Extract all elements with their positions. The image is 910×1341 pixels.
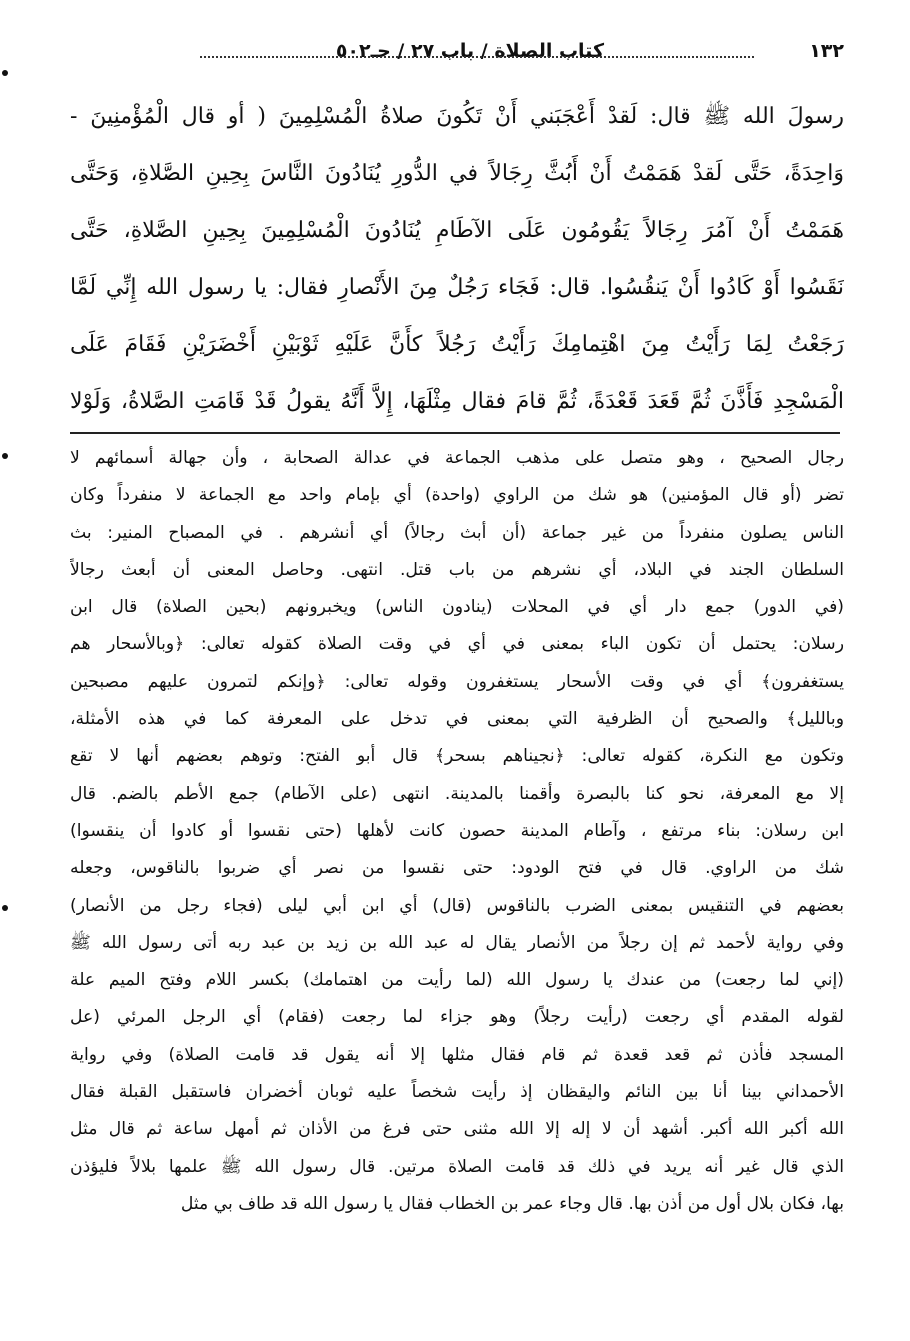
hadith-text bbox=[70, 88, 844, 430]
commentary-line: لقوله المقدم أي رجعت (رأيت رجلاً) وهو جزاء لما رجعت (فقام) أي الرجل المرئي (عل bbox=[70, 1007, 844, 1028]
commentary-line: الناس يصلون منفرداً من غير جماعة (أن أبث رجالاً) أي أنشرهم . في المصباح المنير: بث bbox=[70, 522, 844, 543]
commentary-line: وتكون مع النكرة، كقوله تعالى: ﴿نجيناهم بسحر﴾ قال أبو الفتح: وتوهم بعضهم أنها لا تقع bbox=[70, 746, 844, 767]
commentary-text bbox=[70, 440, 844, 1223]
hadith-line: نَقَسُوا أَوْ كَادُوا أَنْ يَنقُسُوا. قال: فَجَاء رَجُلٌ مِنَ الأَنْصارِ فقال: يا رسول الله إِنِّي لَمَّا bbox=[70, 275, 844, 300]
commentary-line: الذي قال غير أنه يريد في ذلك قد قامت الصلاة مرتين. قال رسول الله ﷺ علمها بلالاً فليؤذن bbox=[70, 1156, 844, 1177]
commentary-line: السلطان الجند في البلاد، أي نشرهم من باب قتل. انتهى. وحاصل المعنى أن أبعث رجالاً bbox=[70, 559, 844, 580]
page-header bbox=[70, 40, 844, 70]
hadith-line: رسولَ الله ﷺ قال: لَقدْ أَعْجَبَني أَنْ تَكُونَ صلاةُ الْمُسْلِمِينَ ( أو قال الْمُؤْمنِينَ - bbox=[70, 104, 844, 129]
commentary-line: المسجد فأذن ثم قعد قعدة ثم قام فقال مثلها إلا أنه يقول قد قامت الصلاة) وفي رواية bbox=[70, 1044, 844, 1065]
hadith-line: هَمَمْتُ أَنْ آمُرَ رِجَالاً يَقُومُون عَلَى الآطَامِ يُنَادُونَ الْمُسْلِمِينَ بِحِينِ الصَّلاةِ، حَتَّى bbox=[70, 218, 844, 243]
commentary-line: شك من الراوي. قال في فتح الودود: حتى نقسوا من نصر أي ضربوا بالناقوس، وجعله bbox=[70, 858, 844, 879]
commentary-line: ابن رسلان: بناء مرتفع ، وآطام المدينة حصون كانت لأهلها (حتى نقسوا أو كادوا أن ينقسوا) bbox=[70, 820, 844, 841]
commentary-line: (إني لما رجعت) من عندك يا رسول الله (لما رأيت من اهتمامك) بكسر اللام وفتح الميم علة bbox=[70, 970, 844, 991]
margin-mark bbox=[2, 70, 8, 76]
section-divider bbox=[70, 432, 840, 434]
commentary-line: بها، فكان بلال أول من أذن بها. قال وجاء عمر بن الخطاب فقال يا رسول الله قد طاف بي مثل bbox=[180, 1193, 844, 1214]
margin-mark bbox=[2, 453, 8, 459]
commentary-line: وفي رواية لأحمد ثم إن رجلاً من الأنصار يقال له عبد الله بن زيد بن عبد ربه أتى رسول الله ﷺ bbox=[70, 932, 844, 953]
commentary-line: رجال الصحيح ، وهو متصل على مذهب الجماعة في عدالة الصحابة ، وأن جهالة أسمائهم لا bbox=[70, 448, 844, 468]
commentary-line: بعضهم في التنقيس بمعنى الضرب بالناقوس (قال) أي ابن أبي ليلى (فجاء رجل من الأنصار) bbox=[70, 895, 844, 916]
commentary-line: تضر (أو قال المؤمنين) هو شك من الراوي (واحدة) أي بإمام واحد مع الجماعة لا منفرداً وكان bbox=[70, 485, 844, 506]
page-number: ١٣٢ bbox=[809, 40, 844, 62]
margin-mark bbox=[2, 905, 8, 911]
hadith-line: الْمَسْجِدِ فَأَذَّنَ ثُمَّ قَعَدَ قَعْدَةً، ثُمَّ قامَ فقال مِثْلَهَا، إِلاَّ أَنَّهُ يقولُ قَدْ قَامَتِ الصَّلاةُ، وَلَوْلا bbox=[70, 389, 844, 414]
commentary-line: إلا مع المعرفة، نحو كنا بالبصرة وأقمنا بالمدينة. انتهى (على الآطام) جمع الأطم بالضم. قال bbox=[70, 783, 844, 804]
commentary-line: رسلان: يحتمل أن تكون الباء بمعنى في أي في وقت الصلاة كقوله تعالى: ﴿وبالأسحار هم bbox=[70, 634, 844, 655]
commentary-line: (في الدور) جمع دار أي في المحلات (ينادون الناس) ويخبرونهم (بحين الصلاة) قال ابن bbox=[70, 597, 844, 618]
hadith-line: رَجَعْتُ لِمَا رَأَيْتُ مِنَ اهْتِمامِكَ رَأَيْتُ رَجُلاً كأَنَّ عَلَيْهِ ثَوْبَيْنِ أَخْضَرَيْنِ فَقَامَ عَلَى bbox=[70, 332, 844, 357]
header-dotted-leader bbox=[200, 56, 754, 58]
hadith-line: وَاحِدَةً، حَتَّى لَقدْ هَمَمْتُ أَنْ أَبُثَّ رِجَالاً في الدُّورِ يُنَادُونَ النَّاسَ بِحِينِ الصَّلاةِ، وَحَتَّى bbox=[70, 161, 844, 186]
commentary-line: الأحمداني بينا أنا بين النائم واليقظان إذ رأيت شخصاً عليه ثوبان أخضران فاستقبل القبلة فقال bbox=[70, 1082, 844, 1103]
commentary-line: الله أكبر الله أكبر. أشهد أن لا إله إلا الله مثنى حتى فرغ من الأذان ثم أمهل ساعة ثم قال مثل bbox=[70, 1119, 844, 1140]
commentary-line: يستغفرون﴾ أي في وقت الأسحار يستغفرون وقوله تعالى: ﴿وإنكم لتمرون عليهم مصبحين bbox=[70, 671, 844, 692]
commentary-line: وبالليل﴾ والصحيح أن الظرفية التي بمعنى في تدخل على المعرفة كما في هذه الأمثلة، bbox=[70, 709, 844, 730]
running-title: كتاب الصلاة / باب ٢٧ / حـ٥٠٢ bbox=[335, 40, 604, 62]
